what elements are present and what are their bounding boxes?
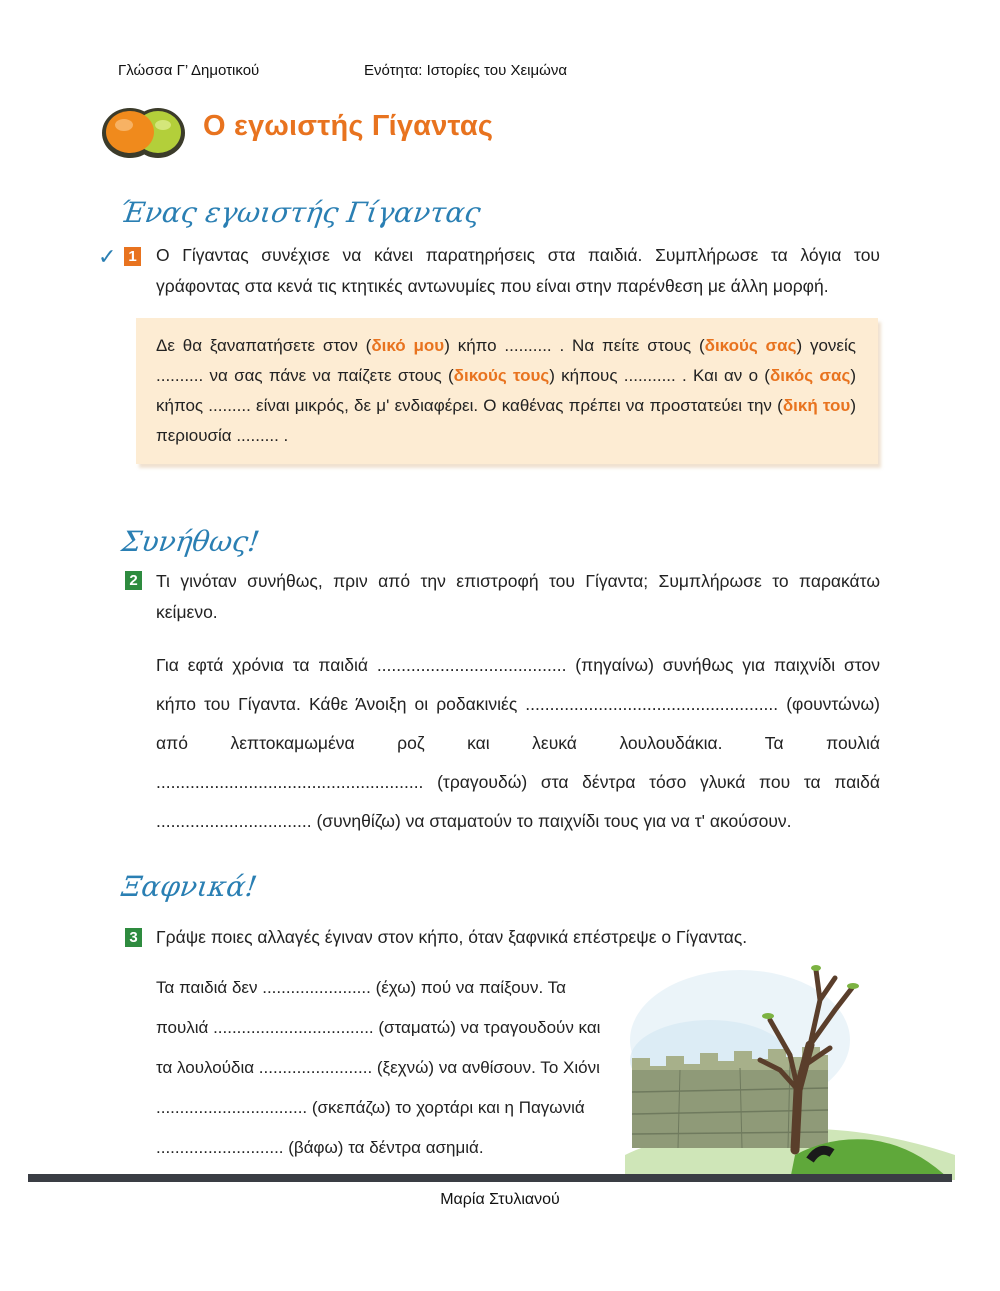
text-fragment: Δε θα ξαναπατήσετε στον ( (156, 336, 372, 355)
text-fragment: ) κήπος ......... είναι μικρός, δε μ' ενδιαφέρει. Ο καθένας πρέπει να προστατεύει την ( (156, 366, 856, 415)
section2-heading: Συνήθως! (119, 525, 262, 558)
header-subject: Γλώσσα Γ’ Δημοτικού (118, 62, 260, 79)
exercise1-text (156, 331, 856, 451)
exercise2-text: Για εφτά χρόνια τα παιδιά ....................................... (πηγαίνω) συνήθως για παιχνίδι στον κήπο του Γίγαντα. Κάθε Άνοιξη οι ροδακινιές .................................................... (φουντώνω) από λεπτοκαμωμένα ροζ και λευκά λουλουδάκια. Τα πουλιά ....................................................... (τραγουδώ) στα δέντρα τόσο γλυκά που τα παιδά ................................ (συνηθίζω) να σταματούν το παιχνίδι τους για να τ' ακούσουν. (156, 655, 880, 831)
pronoun-highlight: δικό μου (371, 336, 445, 355)
exercise3-instruction: Γράψε ποιες αλλαγές έγιναν στον κήπο, όταν ξαφνικά επέστρεψε ο Γίγαντας. (156, 927, 748, 947)
section1-heading: Ένας εγωιστής Γίγαντας (117, 196, 483, 229)
text-fragment: ) κήπο .......... . Να πείτε στους ( (444, 336, 705, 355)
text-fragment: ) κήπους ........... . Και αν ο ( (549, 366, 770, 385)
garden-wall-tree-illustration (620, 950, 955, 1180)
pronoun-highlight: δικός σας (769, 366, 851, 385)
exercise1-instruction: Ο Γίγαντας συνέχισε να κάνει παρατηρήσεις στα παιδιά. Συμπλήρωσε τα λόγια του γράφοντας στα κενά τις κτητικές αντωνυμίες που είναι στην παρένθεση με άλλη μορφή. (156, 245, 880, 296)
text-fragment: ) γονείς .......... να σας πάνε να παίζετε στους ( (156, 336, 856, 385)
text-fragment: ) περιουσία ......... . (156, 396, 856, 445)
pronoun-highlight: δικούς σας (704, 336, 797, 355)
exercise-number-3: 3 (125, 928, 142, 947)
exercise2-instruction: Τι γινόταν συνήθως, πριν από την επιστροφή του Γίγαντα; Συμπλήρωσε το παρακάτω κείμενο. (156, 571, 880, 622)
header-unit: Ενότητα: Ιστορίες του Χειμώνα (364, 62, 568, 79)
pronoun-highlight: δικούς τους (453, 366, 550, 385)
check-icon: ✓ (98, 244, 117, 269)
exercise3-text: Τα παιδιά δεν ....................... (έχω) πού να παίξουν. Τα πουλιά .................................. (σταματώ) να τραγουδούν και τα λουλούδια ........................ (ξεχνώ) να ανθίσουν. Το Χιόνι ................................ (σκεπάζω) το χορτάρι και η Παγωνιά ........................... (βάφω) τα δέντρα ασημιά. (156, 978, 601, 1157)
fruit-logo-icon (100, 100, 186, 162)
footer-author: Μαρία Στυλιανού (440, 1191, 560, 1208)
section3-heading: Ξαφνικά! (119, 870, 260, 903)
exercise-number-1: 1 (124, 247, 141, 266)
footer-bar (28, 1174, 952, 1182)
page-title: Ο εγωιστής Γίγαντας (203, 110, 494, 142)
pronoun-highlight: δική του (782, 396, 851, 415)
exercise-number-2: 2 (125, 571, 142, 590)
